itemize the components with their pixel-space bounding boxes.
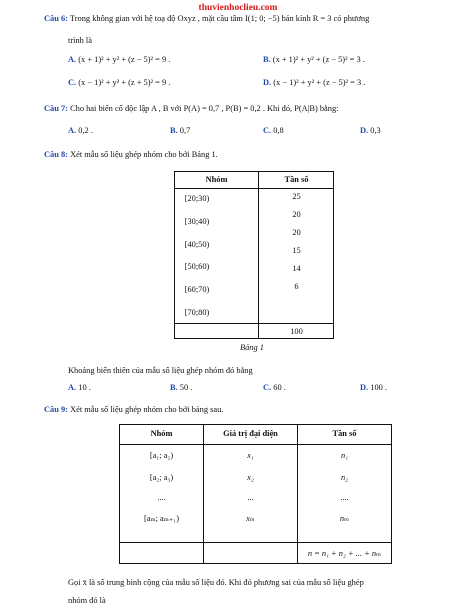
option-6a [68,55,170,64]
option-text: 100 . [370,383,387,392]
option-letter: A. [68,55,77,64]
question-9-text-line2: Gọi x̄ là số trung bình cộng của mẫu số liệu đó. Khi đó phương sai của mẫu số liệu ghép [68,578,364,587]
table-header-frequency: Tần số [284,175,309,184]
option-text: 50 . [179,383,193,392]
option-text: 0,2 . [78,126,93,135]
option-letter: D. [360,126,369,135]
table-header-group: Nhóm [150,429,173,438]
option-7d [360,126,381,135]
option-7a [68,126,93,135]
option-6c [68,78,170,87]
table-header-frequency: Tần số [332,429,357,438]
table-cell-value: x₂ [247,473,254,482]
frequency-table-1 [174,171,334,339]
table-cell-group: [aₘ; aₘ₊₁) [143,514,180,523]
table-cell-frequency: 25 [292,192,301,201]
table-cell-group: [70;80) [184,308,210,317]
question-7-label: Câu 7: [44,104,68,113]
table-cell-group: [a₂; a₃) [149,473,174,482]
table-header-group: Nhóm [205,175,228,184]
table-cell-frequency: nₘ [339,514,350,523]
option-letter: D. [360,383,369,392]
option-text: 0,8 [273,126,284,135]
table-cell-value: x₁ [247,451,254,460]
option-8d [360,383,387,392]
option-letter: C. [263,126,272,135]
question-6-label: Câu 6: [44,14,68,23]
question-8-prompt: Khoảng biến thiên của mẫu số liệu ghép nhóm đó bằng [68,366,253,375]
table-cell-frequency: 20 [292,210,301,219]
table-cell-group: [a₁; a₂) [149,451,174,460]
question-6 [44,14,369,23]
table-cell-frequency: .... [340,493,349,502]
table-cell-frequency: n₂ [340,473,349,482]
option-text: 60 . [273,383,286,392]
table-cell-frequency: 6 [294,282,299,291]
question-6-text-line1: Trong không gian với hệ toạ độ Oxyz , mặt cầu tâm I(1; 0; −5) bán kính R = 3 có phương [69,14,370,23]
table-cell-group: .... [157,493,166,502]
question-9-text-line3: nhóm đó là [68,596,106,605]
option-letter: C. [68,78,77,87]
question-9-label: Câu 9: [44,405,68,414]
table-cell-group: [50;60) [184,262,210,271]
option-letter: B. [170,126,178,135]
option-7c [263,126,284,135]
option-6d [263,78,365,87]
option-letter: B. [263,55,271,64]
table-divider [120,542,391,543]
option-text: 10 . [78,383,91,392]
option-text: 0,3 [370,126,381,135]
option-text: (x − 1)² + y² + (z + 5)² = 9 . [78,78,171,87]
question-8 [44,150,218,159]
option-8b [170,383,192,392]
table-cell-group: [30;40) [184,217,210,226]
option-6b [263,55,365,64]
table-header-representative: Giá trị đại diện [223,429,278,438]
question-8-text: Xét mẫu số liệu ghép nhóm cho bởi Bảng 1. [70,150,218,159]
table-cell-frequency: 14 [292,264,301,273]
table-cell-group: [40;50) [184,240,210,249]
table-cell-group: [60;70) [184,285,210,294]
option-text: 0,7 [179,126,191,135]
option-8a [68,383,91,392]
table-cell-value: xₘ [246,514,255,523]
option-text: (x − 1)² + y² + (z − 5)² = 3 . [273,78,366,87]
table-cell-value: ... [247,493,254,502]
option-letter: B. [170,383,178,392]
table-cell-group: [20;30) [184,194,210,203]
table-cell-frequency: 20 [292,228,301,237]
watermark: thuvienhoclieu.com [198,3,278,13]
question-7-text: Cho hai biến cố độc lập A , B với P(A) = 0,7 , P(B) = 0,2 . Khi đó, P(A|B) bằng: [70,104,339,113]
option-letter: A. [68,383,77,392]
table-cell-frequency: n₁ [340,451,349,460]
table-total: 100 [290,327,303,336]
question-9 [44,405,223,414]
question-9-text: Xét mẫu số liệu ghép nhóm cho bởi bảng sau. [70,405,224,414]
table-divider [175,188,333,189]
option-letter: D. [263,78,272,87]
option-text: (x + 1)² + y² + (z − 5)² = 3 . [272,55,365,64]
option-text: (x + 1)² + y² + (z − 5)² = 9 . [78,55,171,64]
table-divider [120,444,391,445]
table-cell-frequency: 15 [292,246,301,255]
option-8c [263,383,286,392]
table-total: n = n₁ + n₂ + ... + nₘ [307,549,382,558]
option-letter: A. [68,126,77,135]
question-7 [44,104,338,113]
option-letter: C. [263,383,272,392]
table-divider [175,323,333,324]
table-caption: Bảng 1 [240,343,264,352]
question-8-label: Câu 8: [44,150,68,159]
question-6-text-line2: trình là [68,36,92,45]
option-7b [170,126,190,135]
frequency-table-2 [119,424,392,564]
